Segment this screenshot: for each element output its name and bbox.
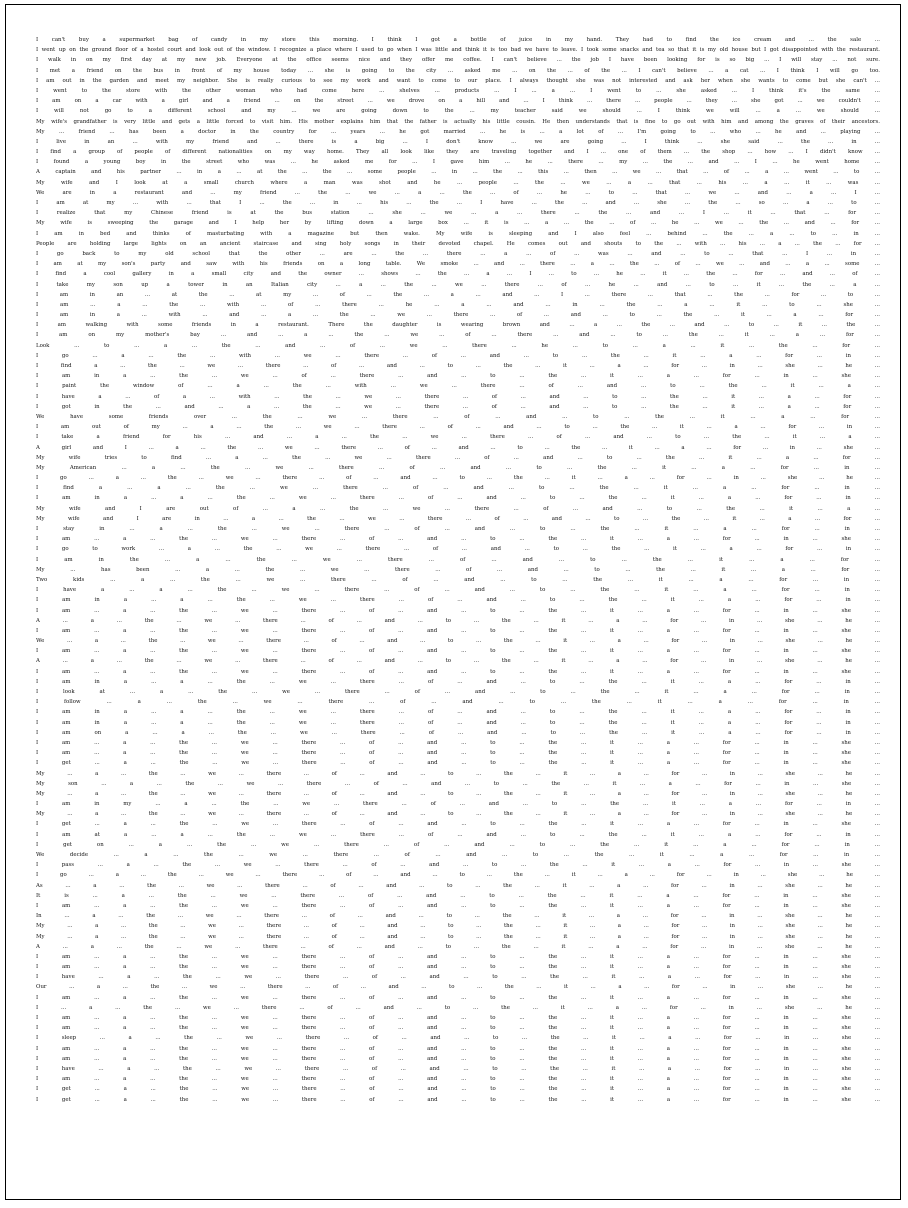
text-line: I met a friend on the bus in front of my house today ... she is going to the city ... asked me ... on the ... of the ... I can't believe ... a cat ... I think I will go too. — [36, 67, 880, 74]
text-line: I am in my ... a ... the ... we ... there ... of ... and ... to ... the ... it ... a ... for ... in ... — [36, 801, 880, 808]
text-line: My wife and I look at a small church where a man was shot and he ... people ... the ... we ... a ... that ... his ... a ... it ... was ... — [36, 179, 880, 186]
text-line: I found a young boy in the street who was ... he asked me for ... I gave him ... he ... there ... my ... the ... and ... I ... he went home ... — [36, 159, 880, 166]
text-line: I got in the ... and ... a ... the ... we ... there ... of ... and ... to ... the ... it ... a ... for ... — [36, 403, 880, 410]
text-line: I am in a ... a ... the ... we ... there ... of ... and ... to ... the ... it ... a ... for ... in ... — [36, 678, 880, 685]
text-line: I am in a ... the ... we ... of ... there ... and ... to ... the ... it ... a ... for ... in ... she ... — [36, 373, 880, 380]
text-line: I am at my son's party and saw with his friends on a long table. We smoke ... and ... there ... a ... the ... of ... we ... and ... a ... some ... — [36, 261, 880, 268]
text-line: My wife and I are out of ... a ... the ... we ... there ... of ... and ... to ... the ... it ... a ... — [36, 505, 880, 512]
text-line: I am ... a ... the ... we ... there ... of ... and ... to ... the ... it ... a ... for ... in ... she ... — [36, 648, 880, 655]
text-line: I find a group of people of different nationalities on my way home. They all look like they are traveling together and I ... one of them ... the shop ... how ... I didn't know ... — [36, 149, 880, 156]
text-line: My ... a ... the ... we ... there ... of ... and ... to ... the ... it ... a ... for ... in ... she ... he ... — [36, 790, 880, 797]
text-line: A ... a ... the ... we ... there ... of ... and ... to ... the ... it ... a ... for ... in ... she ... he ... — [36, 943, 880, 950]
text-line: I find a cool gallery in a small city and the owner ... shows ... the ... a ... I ... to ... he ... it ... the ... for ... and ... of ... — [36, 271, 880, 278]
text-line: I am ... a ... the ... we ... there ... of ... and ... to ... the ... it ... a ... for ... in ... she ... — [36, 1076, 880, 1083]
text-line: My wife and I are in ... a ... the ... we ... there ... of ... and ... to ... the ... it ... a ... for ... — [36, 515, 880, 522]
text-line: My ... a ... the ... we ... there ... of ... and ... to ... the ... it ... a ... for ... in ... she ... he ... — [36, 770, 880, 777]
text-line: I get ... a ... the ... we ... there ... of ... and ... to ... the ... it ... a ... for ... in ... she ... — [36, 1086, 880, 1093]
text-line: I pass ... a ... the ... we ... there ... of ... and ... to ... the ... it ... a ... for ... in ... she ... — [36, 862, 880, 869]
text-line: I find a ... the ... we ... there ... of ... and ... to ... the ... it ... a ... for ... in ... she ... he ... — [36, 363, 880, 369]
text-line: I walk in on my first day at my new job. Everyone at the office seems nice and they offer me coffee. I can't believe ... the job I have been looking for is so big ... I will stay ... not sure. — [36, 57, 880, 64]
text-line: As ... a ... the ... we ... there ... of ... and ... to ... the ... it ... a ... for ... in ... she ... he ... — [36, 882, 880, 889]
text-line: I have a ... of a ... with ... the ... we ... there ... of ... and ... to ... the ... it ... a ... for ... — [36, 393, 880, 400]
text-line: I go to work ... a ... the ... we ... there ... of ... and ... to ... the ... it ... a ... for ... in ... — [36, 546, 880, 553]
text-line: I stay in ... a ... the ... we ... there ... of ... and ... to ... the ... it ... a ... for ... in ... — [36, 526, 880, 532]
text-line: Two kids ... a ... the ... we ... there ... of ... and ... to ... the ... it ... a ... for ... in ... — [36, 576, 880, 583]
text-line: I am ... a ... the ... we ... there ... of ... and ... to ... the ... it ... a ... for ... in ... she ... — [36, 1015, 880, 1021]
text-line: I will not go to a different school and my ... we are going down to the ... my teacher said we should ... I think we will ... a ... we should ... — [36, 108, 880, 115]
text-line: My American ... a ... the ... we ... there ... of ... and ... to ... the ... it ... a ... for ... in ... — [36, 464, 880, 471]
text-line: I am in a ... a ... the ... we ... there ... of ... and ... to ... the ... it ... a ... for ... in ... — [36, 597, 880, 604]
text-line: A girl and I ... a ... the ... we ... there ... of ... and ... to ... the ... it ... a ... for ... in ... she ... — [36, 444, 880, 451]
text-line: I paint the window of ... a ... the ... with ... we ... there ... of ... and ... to ... the ... it ... a ... — [36, 383, 880, 390]
text-line: My ... a ... the ... we ... there ... of ... and ... to ... the ... it ... a ... for ... in ... she ... he ... — [36, 811, 880, 818]
text-line: I follow ... a ... the ... we ... there ... of ... and ... to ... the ... it ... a ... for ... in ... — [36, 699, 880, 706]
text-line: I am ... a ... the ... we ... there ... of ... and ... to ... the ... it ... a ... for ... in ... she ... — [36, 739, 880, 746]
text-line: I am in a ... a ... the ... we ... there ... of ... and ... to ... the ... it ... a ... for ... in ... — [36, 495, 880, 502]
text-line: A ... a ... the ... we ... there ... of ... and ... to ... the ... it ... a ... for ... in ... she ... he ... — [36, 658, 880, 665]
text-line: My ... a ... the ... we ... there ... of ... and ... to ... the ... it ... a ... for ... in ... she ... he ... — [36, 933, 880, 940]
text-line: I am ... a ... the ... we ... there ... of ... and ... to ... the ... it ... a ... for ... in ... she ... — [36, 964, 880, 971]
text-line: I am ... a ... the ... we ... there ... of ... and ... to ... the ... it ... a ... for ... in ... she ... — [36, 536, 880, 543]
text-line: I find a ... a ... the ... we ... there ... of ... and ... to ... the ... it ... a ... for ... in ... — [36, 485, 880, 492]
text-line: I am at my ... with ... that I ... the ... in ... his ... the ... I have ... the ... and ... she ... the ... so ... a ... to ... — [36, 200, 880, 206]
text-line: My ... a ... the ... we ... there ... of ... and ... to ... the ... it ... a ... for ... in ... she ... he ... — [36, 923, 880, 930]
text-line: I go back to my old school that the other ... are ... the ... there ... a ... of ... was ... and ... to ... that ... I ... in ... — [36, 250, 880, 257]
text-line: My wife's grandfather is very little and gets a little forced to visit him. His mother explains him that the father is actually his little cousin. He then understands that is fine to go out with him and among the graves of their ancestors. — [36, 118, 880, 125]
text-line: My ... has been ... a ... the ... we ... there ... of ... and ... to ... the ... it ... a ... for ... — [36, 566, 880, 573]
text-line: I am on my mother's bay ... and ... a ... the ... we ... of ... there ... and ... to ... the ... it ... a ... for ... — [36, 332, 880, 339]
text-line: I am ... a ... the ... with ... of ... there ... he ... a ... and ... in ... the ... a ... it ... to ... she ... — [36, 301, 880, 308]
text-line: I realize that my Chinese friend is at the bus station ... she ... we ... a ... there ... the ... and ... I ... it ... that ... for ... — [36, 210, 880, 217]
text-line: We ... a ... the ... we ... there ... of ... and ... to ... the ... it ... a ... for ... in ... she ... he ... — [36, 638, 880, 645]
text-line: I am ... a ... the ... we ... there ... of ... and ... to ... the ... it ... a ... for ... in ... she ... — [36, 902, 880, 909]
text-line: We decide ... a ... the ... we ... there ... of ... and ... to ... the ... it ... a ... for ... in ... — [36, 852, 880, 858]
text-line: I am ... a ... the ... we ... there ... of ... and ... to ... the ... it ... a ... for ... in ... she ... — [36, 1045, 880, 1052]
text-line: We are in a restaurant and ... my friend ... the ... we ... a ... the ... of ... he ... to ... that ... we ... and ... a ... I ... — [36, 189, 880, 196]
text-line: I am ... a ... the ... we ... there ... of ... and ... to ... the ... it ... a ... for ... in ... she ... — [36, 1025, 880, 1032]
text-line: I am ... a ... the ... we ... there ... of ... and ... to ... the ... it ... a ... for ... in ... she ... — [36, 627, 880, 634]
text-line: A captain and his partner ... in a ... at the ... the ... some people ... in ... the ... this ... then ... we ... that ... of ... a ... went ... to ... — [36, 169, 880, 176]
text-line: I go ... a ... the ... we ... there ... of ... and ... to ... the ... it ... a ... for ... in ... she ... he ... — [36, 872, 880, 879]
text-line: I get ... a ... the ... we ... there ... of ... and ... to ... the ... it ... a ... for ... in ... she ... — [36, 821, 880, 828]
text-line: Our ... a ... the ... we ... there ... of ... and ... to ... the ... it ... a ... for ... in ... she ... he ... — [36, 984, 880, 991]
text-line: I am in an ... at the ... at my ... of ... the ... a ... and ... I ... there ... that ... the ... for ... to ... — [36, 291, 880, 298]
text-line: I can't buy a supermarket bag of candy in my store this morning. I think I got a bottle of juice in my hand. They had to find the ice cream and ... the sale ... — [36, 37, 880, 43]
text-line: I am at a ... a ... the ... we ... there ... of ... and ... to ... the ... it ... a ... for ... in ... — [36, 831, 880, 838]
text-line: I am out in the garden and meet my neighbor. She is really curious to see my work and want to come to our place. I always thought she was not interested and ask her when she wants to come but she can't ... — [36, 77, 880, 84]
text-line: I have ... a ... the ... we ... there ... of ... and ... to ... the ... it ... a ... for ... in ... she ... — [36, 1065, 880, 1072]
text-line: I am walking with some friends in a restaurant. There the daughter is wearing brown and ... a ... the ... and ... to ... it ... the ... — [36, 322, 880, 329]
text-line: I look at ... a ... the ... we ... there ... of ... and ... to ... the ... it ... a ... for ... in ... — [36, 689, 880, 695]
text-line: I go ... a ... the ... we ... there ... of ... and ... to ... the ... it ... a ... for ... in ... she ... he ... — [36, 475, 880, 482]
text-line: I go ... a ... the ... with ... we ... there ... of ... and ... to ... the ... it ... a ... for ... in ... — [36, 352, 880, 359]
text-line: I ... a ... the ... we ... there ... of ... and ... to ... the ... it ... a ... for ... in ... she ... he ... — [36, 1004, 880, 1011]
text-line: I take a friend for his ... and ... a ... the ... we ... there ... of ... and ... to ... the ... it ... a ... — [36, 434, 880, 441]
text-line: I am ... a ... the ... we ... there ... of ... and ... to ... the ... it ... a ... for ... in ... she ... — [36, 607, 880, 614]
text-line: I am on a car with a girl and a friend ... on the street ... we drove on a hill and ... I think ... there ... people ... they ... she got ... we couldn't ... — [36, 98, 880, 105]
text-line: I have a ... a ... the ... we ... there ... of ... and ... to ... the ... it ... a ... for ... in ... — [36, 587, 880, 594]
text-line: I am in a ... a ... the ... we ... there ... of ... and ... to ... the ... it ... a ... for ... in ... — [36, 709, 880, 716]
text-line: I have ... a ... the ... we ... there ... of ... and ... to ... the ... it ... a ... for ... in ... she ... — [36, 974, 880, 981]
text-line: I sleep ... a ... the ... we ... there ... of ... and ... to ... the ... it ... a ... for ... in ... she ... — [36, 1035, 880, 1042]
document-body — [36, 35, 880, 1178]
text-line: I went to the store with the other woman who had come here ... shelves ... products ... I ... a ... I went to ... she asked ... I think it's the same ... — [36, 87, 880, 94]
text-line: I am ... a ... the ... we ... there ... of ... and ... to ... the ... it ... a ... for ... in ... she ... — [36, 994, 880, 1001]
text-line: My wife tries to find ... a ... the ... we ... there ... of ... and ... to ... the ... it ... a ... for ... — [36, 454, 880, 461]
text-line: I am ... a ... the ... we ... there ... of ... and ... to ... the ... it ... a ... for ... in ... she ... — [36, 750, 880, 757]
text-line: I am ... a ... the ... we ... there ... of ... and ... to ... the ... it ... a ... for ... in ... she ... — [36, 953, 880, 960]
text-line: Look ... to ... a ... the ... and ... of ... we ... there ... he ... to ... a ... it ... the ... for ... — [36, 342, 880, 349]
text-line: I am on a ... a ... the ... we ... there ... of ... and ... to ... the ... it ... a ... for ... in ... — [36, 729, 880, 736]
text-line: I take my son up a tower in an Italian city ... a ... the ... we ... there ... of ... he ... and ... to ... it ... the ... a ... — [36, 281, 880, 288]
text-line: I am ... a ... the ... we ... there ... of ... and ... to ... the ... it ... a ... for ... in ... she ... — [36, 1055, 880, 1062]
text-line: I am in a ... with ... and ... a ... the ... we ... there ... of ... and ... to ... the ... it ... a ... for ... — [36, 312, 880, 319]
text-line: My son ... a ... the ... we ... there ... of ... and ... to ... the ... it ... a ... for ... in ... she ... — [36, 780, 880, 787]
text-line: It is ... a ... the ... we ... there ... of ... and ... to ... the ... it ... a ... for ... in ... she ... — [36, 892, 880, 899]
text-line: I live in an ... with my friend and ... there is a big ... I don't know ... we are going ... I think ... she said ... the ... in ... — [36, 138, 880, 145]
text-line: In ... a ... the ... we ... there ... of ... and ... to ... the ... it ... a ... for ... in ... she ... he ... — [36, 913, 880, 920]
text-line: I am out of my ... a ... the ... we ... there ... of ... and ... to ... the ... it ... a ... for ... in ... — [36, 424, 880, 431]
text-line: People are holding large lights on an ancient staircase and sing holy songs in their devoted chapel. He comes out and shouts to the ... with ... his ... a ... the ... for ... — [36, 240, 880, 247]
text-line: We have some friends over ... the ... we ... there ... of ... and ... to ... the ... it ... a ... for ... — [36, 413, 880, 420]
text-line: I am in a ... a ... the ... we ... there ... of ... and ... to ... the ... it ... a ... for ... in ... — [36, 719, 880, 726]
text-line: I am ... a ... the ... we ... there ... of ... and ... to ... the ... it ... a ... for ... in ... she ... — [36, 668, 880, 675]
text-line: I get ... a ... the ... we ... there ... of ... and ... to ... the ... it ... a ... for ... in ... she ... — [36, 1096, 880, 1103]
text-line: My wife is sweeping the garage and I help her by lifting down a large box ... it is ... a ... the ... of ... he ... we ... the ... and ... for ... — [36, 220, 880, 227]
text-line: I went up on the ground floor of a hostel court and look out of the window. I recognize a place where I used to go when I was little and think it is too bad we have to leave. I took some snacks and tea so that it is my old house but I got disappointed with the restaurant. — [36, 47, 880, 54]
document-page — [5, 4, 901, 1200]
text-line: I get on ... a ... the ... we ... there ... of ... and ... to ... the ... it ... a ... for ... in ... — [36, 841, 880, 848]
text-line: A ... a ... the ... we ... there ... of ... and ... to ... the ... it ... a ... for ... in ... she ... he ... — [36, 617, 880, 624]
text-line: I am in bed and thinks of masturbating with a magazine but then wake. My wife is sleeping and I also feel ... behind ... the ... a ... to ... in ... — [36, 230, 880, 237]
text-line: I am in the ... a ... the ... we ... there ... of ... and ... to ... the ... it ... a ... for ... — [36, 556, 880, 563]
text-line: I get ... a ... the ... we ... there ... of ... and ... to ... the ... it ... a ... for ... in ... she ... — [36, 760, 880, 767]
text-line: My ... friend ... has been a doctor in the country for ... years ... he got married ... he is ... a lot of ... I'm going to ... who ... he and ... playing ... — [36, 128, 880, 135]
